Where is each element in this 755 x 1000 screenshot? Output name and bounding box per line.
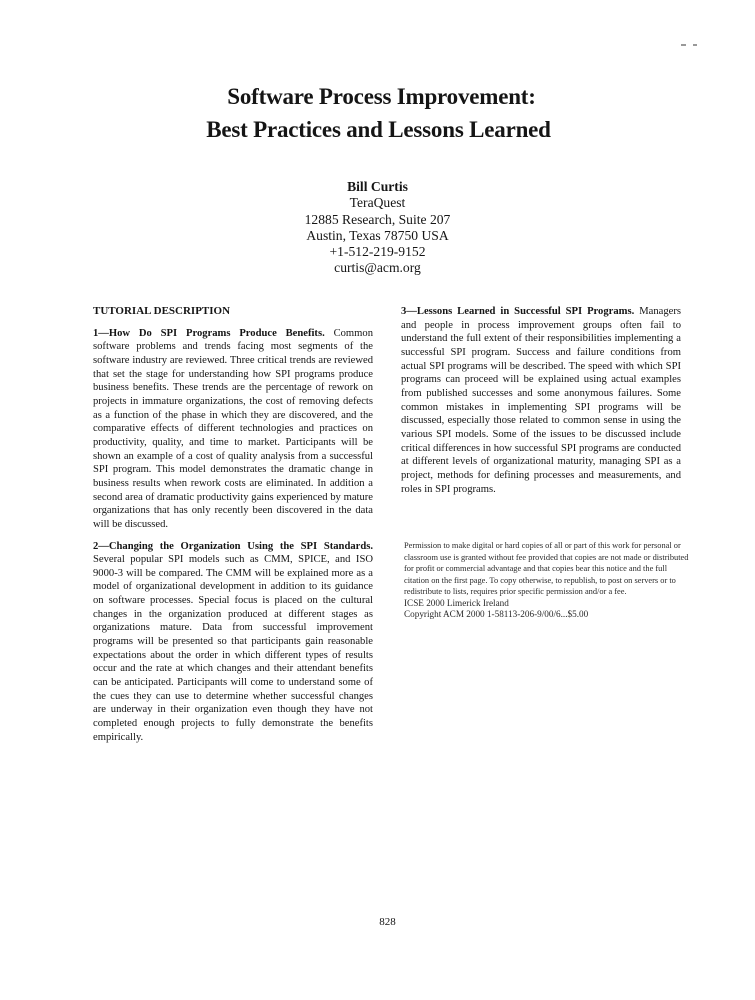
author-address-line-1: 12885 Research, Suite 207 xyxy=(304,211,451,227)
section-2 xyxy=(93,540,373,745)
section-heading: TUTORIAL DESCRIPTION xyxy=(93,305,231,317)
author-address-line-2: Austin, Texas 78750 USA xyxy=(306,227,449,243)
permission-notice-block xyxy=(404,540,694,621)
section-1-title: 1—How Do SPI Programs Produce Benefits. xyxy=(93,327,325,339)
author-phone: +1-512-219-9152 xyxy=(329,244,426,260)
page-number: 828 xyxy=(379,916,396,928)
paper-title-line-1: Software Process Improvement: xyxy=(227,84,536,109)
section-1 xyxy=(93,327,373,532)
section-2-body: Several popular SPI models such as CMM, SPICE, and ISO 9000-3 will be compared. The CMM will be explained more as a model of organizational development in addition to its guidance on software processes. Special focus is placed on the cultural changes in the organization produced at different stages as organizations mature. Data from successful improvement programs will be presented so that participants gain reasonable expectations about the order in which different types of results occur and the rate at which changes and their attendant benefits can be anticipated. Participants will come to understand some of the cues they can use to determine whether successful changes are underway in their organization even though they have not completed enough projects to fully demonstrate the benefits empirically. xyxy=(93,554,373,743)
section-3-body: Managers and people in process improvement groups often fail to understand the full extent of their responsibilities implementing a successful SPI program. Success and failure conditions from actual SPI programs will be described. The speed with which SPI programs can proceed will be explained using actual examples from published successes and some anonymous failures. Some common mistakes in implementing SPI programs will be discussed, especially those related to common sense in using the various SPI models. Some of the issues to be discussed include critical differences in how successful SPI programs are conducted at different levels of organizational maturity, managing SPI as a project, methods for defining processes and measurements, and roles in SPI programs. xyxy=(401,306,681,495)
scan-artifact xyxy=(681,44,701,48)
paper-title-line-2: Best Practices and Lessons Learned xyxy=(206,117,551,142)
author-email: curtis@acm.org xyxy=(334,260,421,276)
copyright-line: Copyright ACM 2000 1-58113-206-9/00/6...$5.00 xyxy=(404,609,589,619)
author-affiliation: TeraQuest xyxy=(349,195,406,211)
section-3 xyxy=(401,305,681,496)
left-column xyxy=(93,305,373,752)
right-column xyxy=(401,305,681,504)
section-3-title: 3—Lessons Learned in Successful SPI Programs. xyxy=(401,306,635,317)
author-block xyxy=(0,179,755,277)
section-2-title: 2—Changing the Organization Using the SPI Standards. xyxy=(93,540,373,552)
section-1-body: Common software problems and trends facing most segments of the software industry are reviewed. Three critical trends are reviewed that set the stage for understanding how SPI programs produce business benefits. These trends are the percentage of rework on projects in immature organizations, the cost of removing defects as a function of the phase in which they are discovered, and the comparative effects of different technologies and practices on productivity, quality, and time to market. Participants will be shown an example of a cost of quality analysis from a successful SPI program. This model demonstrates the dramatic change in business results when rework costs are eliminated. In addition a second area of dramatic productivity gains experienced by mature organizations that has only recently been discovered in the data will be discussed. xyxy=(93,327,373,530)
conference-venue: ICSE 2000 Limerick Ireland xyxy=(404,597,509,608)
permission-notice: Permission to make digital or hard copies of all or part of this work for personal or classroom use is granted without fee provided that copies are not made or distributed for profit or commercial advantage and that copies bear this notice and the full citation on the first page. To copy otherwise, to republish, to post on servers or to redistribute to lists, requires prior specific permission and/or a fee. xyxy=(404,541,689,596)
author-name: Bill Curtis xyxy=(347,179,408,194)
